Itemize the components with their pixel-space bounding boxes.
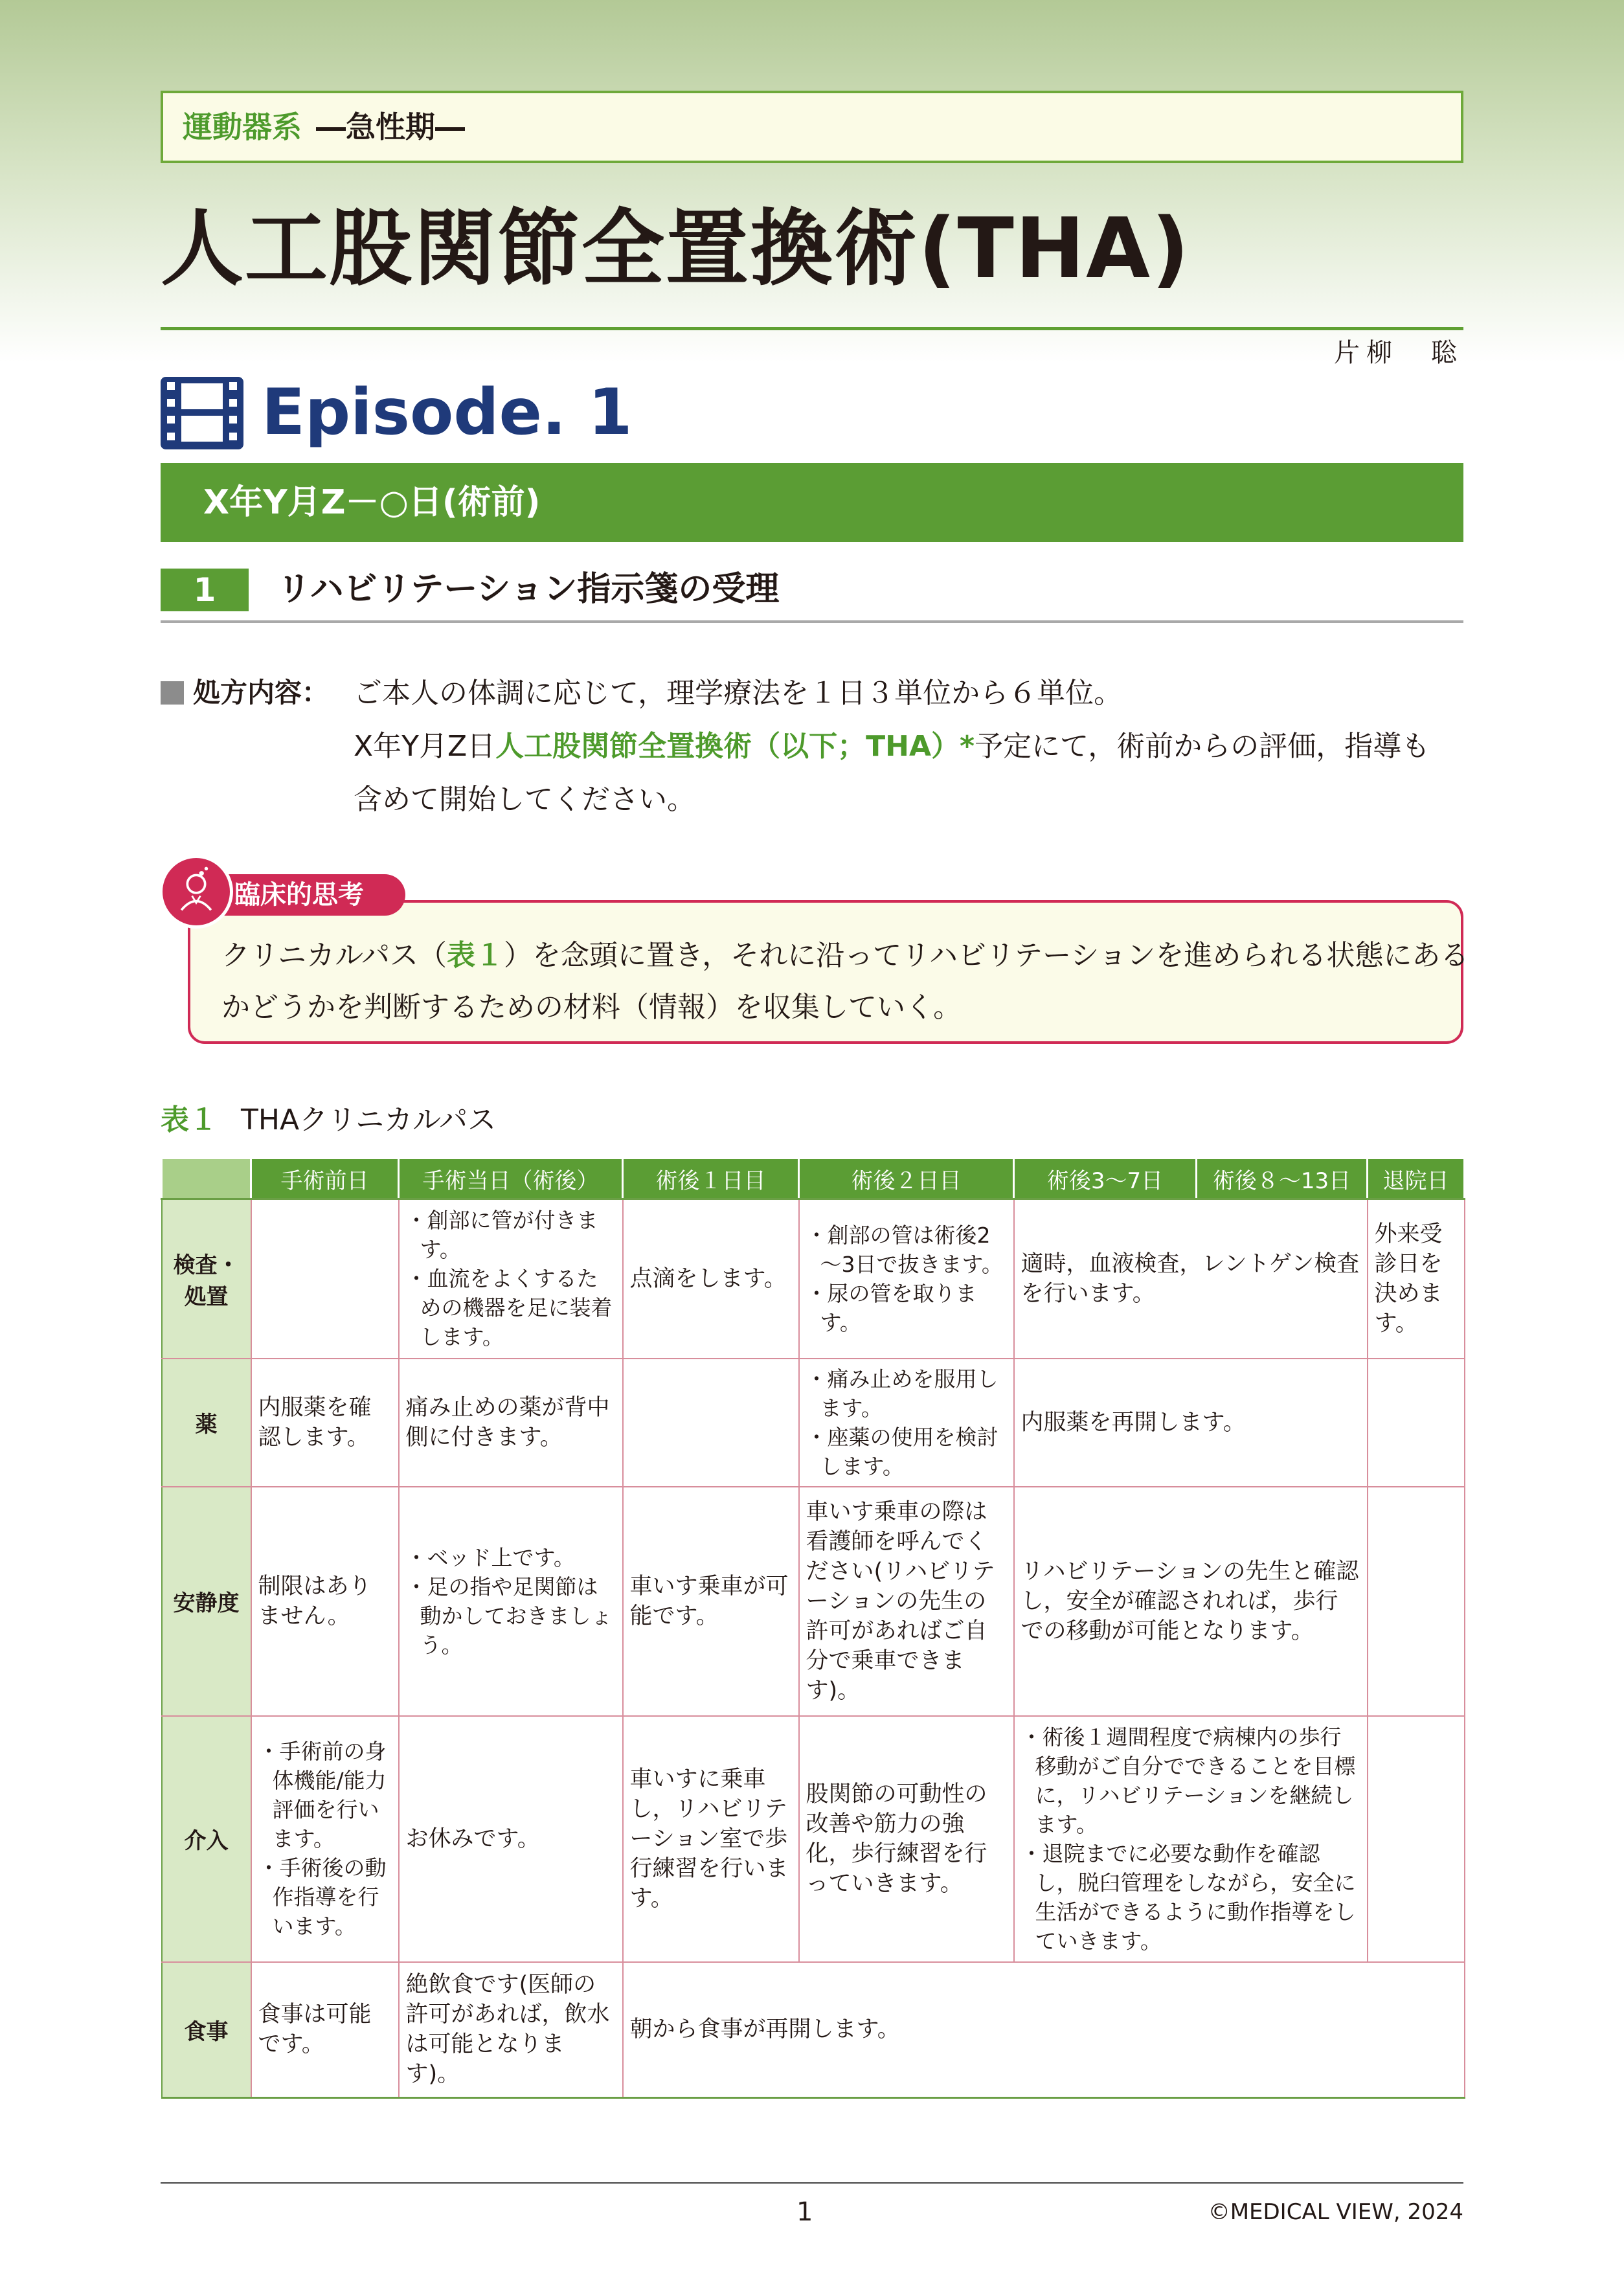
list-item: ・痛み止めを服用します。	[806, 1366, 998, 1421]
list-item: ・血流をよくするための機器を足に装着します。	[405, 1266, 613, 1350]
table-cell: 食事は可能です。	[251, 1962, 399, 2098]
table-header-row	[162, 1158, 1465, 1199]
list-item-text: 血流をよくするための機器を足に装着します。	[420, 1266, 613, 1350]
clinical-thinking-text	[221, 930, 1469, 1034]
phase-label: ―急性期―	[316, 109, 465, 144]
footer-divider	[161, 2182, 1463, 2184]
table-header: 術後3～7日	[1014, 1158, 1197, 1199]
list-item-text: 足の指や足関節は動かしておきましょう。	[420, 1574, 613, 1658]
table-caption	[161, 1101, 496, 1140]
page-number: 1	[796, 2197, 813, 2227]
list-item: ・創部の管は術後2～3日で抜きます。	[806, 1222, 1003, 1277]
square-bullet-icon	[161, 681, 184, 705]
prescription-line-2-rest: 予定にて，術前からの評価，指導も	[975, 730, 1430, 763]
clinical-path-table	[161, 1158, 1465, 2099]
list-item: ・座薬の使用を検討します。	[806, 1424, 998, 1479]
doctor-thinking-icon	[159, 855, 233, 929]
row-label-meal	[162, 1962, 251, 2098]
table-header: 術後１日目	[623, 1158, 799, 1199]
list-item-text: 術後１週間程度で病棟内の歩行移動がご自分でできることを目標に，リハビリテーションを継続します。	[1035, 1724, 1356, 1837]
table-header: 術後２日目	[799, 1158, 1014, 1199]
list-item: ・手術後の動作指導を行います。	[258, 1855, 387, 1939]
prescription-line-1: ご本人の体調に応じて，理学療法を１日３単位から６単位。	[354, 677, 1123, 710]
table-row	[162, 1359, 1465, 1487]
prescription-line-2	[354, 720, 1467, 773]
table-cell: お休みです。	[399, 1716, 623, 1962]
prescription-date: X年Y月Z日	[354, 730, 496, 763]
clinical-thinking-box	[188, 900, 1469, 1044]
table-cell	[799, 1199, 1014, 1359]
cell-list	[1021, 1723, 1360, 1956]
cell-list	[406, 1543, 616, 1660]
cell-list	[806, 1364, 1007, 1481]
row-label-text: 安静度	[173, 1590, 240, 1616]
list-item: ・創部に管が付きます。	[405, 1208, 598, 1263]
table-header: 退院日	[1368, 1158, 1465, 1199]
table-header-corner	[162, 1158, 251, 1199]
clinical-thinking-label: 臨床的思考	[199, 874, 405, 916]
table-cell: 股関節の可動性の改善や筋力の強化，歩行練習を行っていきます。	[799, 1716, 1014, 1962]
prescription-label: 処方内容：	[193, 677, 330, 708]
table-header: 術後８～13日	[1197, 1158, 1368, 1199]
table-cell	[251, 1199, 399, 1359]
table-cell	[399, 1487, 623, 1716]
list-item-text: 手術前の身体機能/能力評価を行います。	[272, 1739, 387, 1851]
prescription-label-row	[161, 673, 329, 712]
list-item-text: 尿の管を取ります。	[820, 1280, 977, 1335]
section-number: 1	[161, 569, 249, 611]
row-label-activity	[162, 1487, 251, 1716]
table-cell: 内服薬を再開します。	[1014, 1359, 1368, 1487]
header-background	[0, 0, 1624, 363]
table-cell: 車いす乗車が可能です。	[623, 1487, 799, 1716]
episode-title: Episode. 1	[262, 376, 633, 449]
list-item: ・手術前の身体機能/能力評価を行います。	[258, 1739, 387, 1851]
film-strip-icon	[159, 376, 245, 451]
row-label-medication	[162, 1359, 251, 1487]
copyright: ©MEDICAL VIEW, 2024	[1208, 2199, 1463, 2225]
table-caption-title: THAクリニカルパス	[241, 1103, 497, 1136]
episode-date-bar: X年Y月Z－○日(術前)	[161, 463, 1463, 542]
table-cell: 内服薬を確認します。	[251, 1359, 399, 1487]
table-cell: 絶飲食です(医師の許可があれば，飲水は可能となります)。	[399, 1962, 623, 2098]
list-item-text: 手術後の動作指導を行います。	[272, 1855, 387, 1939]
cell-list	[406, 1206, 616, 1351]
clinical-thinking-line-2: かどうかを判断するための材料（情報）を収集していく。	[221, 991, 962, 1024]
table-cell	[1014, 1716, 1368, 1962]
table-cell	[1368, 1716, 1465, 1962]
table-cell: 朝から食事が再開します。	[623, 1962, 1465, 2098]
list-item: ・尿の管を取ります。	[806, 1280, 977, 1335]
table-header: 手術当日（術後）	[399, 1158, 623, 1199]
page-title: 人工股関節全置換術(THA)	[161, 201, 1191, 297]
row-label-text: 薬	[195, 1412, 218, 1438]
section-divider	[161, 620, 1463, 623]
prescription-line-3: 含めて開始してください。	[354, 783, 695, 816]
list-item-text: 退院までに必要な動作を確認し，脱臼管理をしながら，安全に生活ができるように動作指導をしていきます。	[1035, 1840, 1356, 1954]
table-caption-number: 表１	[161, 1103, 218, 1136]
section-title: リハビリテーション指示箋の受理	[277, 570, 780, 609]
table-row	[162, 1487, 1465, 1716]
table-row	[162, 1962, 1465, 2098]
table-row	[162, 1716, 1465, 1962]
table-cell: 車いす乗車の際は看護師を呼んでください(リハビリテーションの先生の許可があればご自分で乗車できます)。	[799, 1487, 1014, 1716]
table-cell	[799, 1359, 1014, 1487]
cell-list	[258, 1737, 392, 1941]
list-item-text: 座薬の使用を検討します。	[820, 1424, 998, 1479]
table-cell	[1368, 1487, 1465, 1716]
table-cell: 外来受診日を決めます。	[1368, 1199, 1465, 1359]
table-cell	[251, 1716, 399, 1962]
author-name: 片柳 聡	[1334, 338, 1463, 368]
prescription-term: 人工股関節全置換術（以下；THA）*	[495, 730, 975, 763]
table-cell	[399, 1199, 623, 1359]
table-cell: 制限はありません。	[251, 1487, 399, 1716]
table-cell: リハビリテーションの先生と確認し，安全が確認されれば，歩行での移動が可能となります。	[1014, 1487, 1368, 1716]
list-item-text: 創部の管は術後2～3日で抜きます。	[820, 1222, 1003, 1277]
list-item-text: 痛み止めを服用します。	[820, 1366, 998, 1421]
row-label-text: 食事	[184, 2018, 229, 2045]
table-row	[162, 1199, 1465, 1359]
list-item: ・ベッド上です。	[405, 1544, 575, 1570]
list-item: ・退院までに必要な動作を確認し，脱臼管理をしながら，安全に生活ができるように動作指導をしていきます。	[1021, 1840, 1356, 1954]
table-reference: 表１	[447, 939, 504, 972]
title-divider	[161, 327, 1463, 330]
list-item: ・足の指や足関節は動かしておきましょう。	[405, 1574, 613, 1658]
row-label-exam	[162, 1199, 251, 1359]
row-label-text: 介入	[184, 1828, 229, 1854]
category-banner	[161, 91, 1463, 163]
list-item-text: ベッド上です。	[427, 1544, 575, 1570]
clinical-thinking-line-1-start: クリニカルパス（	[221, 939, 447, 972]
cell-list	[806, 1221, 1007, 1337]
category-label: 運動器系	[183, 109, 302, 144]
row-label-text: 検査・処置	[173, 1252, 240, 1310]
table-cell	[623, 1359, 799, 1487]
list-item: ・術後１週間程度で病棟内の歩行移動がご自分でできることを目標に，リハビリテーションを継続します。	[1021, 1724, 1356, 1837]
table-header: 手術前日	[251, 1158, 399, 1199]
clinical-thinking-line-1	[221, 930, 1469, 982]
row-label-intervention	[162, 1716, 251, 1962]
list-item-text: 創部に管が付きます。	[420, 1208, 598, 1263]
table-cell	[1368, 1359, 1465, 1487]
table-cell: 車いすに乗車し，リハビリテーション室で歩行練習を行います。	[623, 1716, 799, 1962]
table-cell: 点滴をします。	[623, 1199, 799, 1359]
table-cell: 適時，血液検査，レントゲン検査を行います。	[1014, 1199, 1368, 1359]
table-cell: 痛み止めの薬が背中側に付きます。	[399, 1359, 623, 1487]
clinical-thinking-line-1-rest: ）を念頭に置き，それに沿ってリハビリテーションを進められる状態にある	[504, 939, 1469, 972]
prescription-body	[354, 667, 1467, 826]
